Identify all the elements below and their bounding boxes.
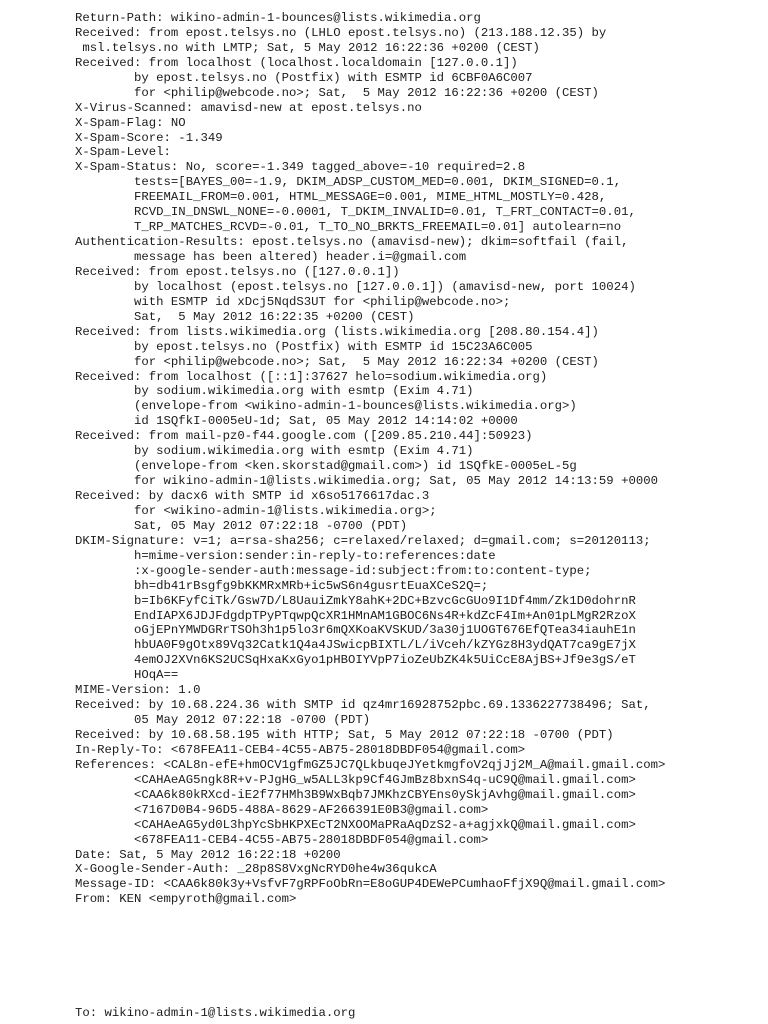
header-line: T_RP_MATCHES_RCVD=-0.01, T_TO_NO_BRKTS_FREEMAIL=0.01] autolearn=no <box>75 220 622 235</box>
header-line: Received: from localhost ([::1]:37627 helo=sodium.wikimedia.org) <box>75 369 548 384</box>
header-line: MIME-Version: 1.0 <box>75 683 201 698</box>
header-line: by sodium.wikimedia.org with esmtp (Exim 4.71) <box>75 444 474 459</box>
to-header-line: To: wikino-admin-1@lists.wikimedia.org <box>75 1006 356 1020</box>
header-line: Message-ID: <CAA6k80k3y+VsfvF7gRPFoObRn=E8oGUP4DEWePCumhaoFfjX9Q@mail.gmail.com> <box>75 877 666 892</box>
header-line: b=Ib6KFyfCiTk/Gsw7D/L8UauiZmkY8ahK+2DC+BzvcGcGUo9I1Df4mm/Zk1D0dohrnR <box>75 593 636 608</box>
header-line: RCVD_IN_DNSWL_NONE=-0.0001, T_DKIM_INVALID=0.01, T_FRT_CONTACT=0.01, <box>75 205 636 220</box>
header-line: hbUA0F9gOtx89Vq32Catk1Q4a4JSwicpBIXTL/L/iVceh/kZYGz8H3ydQAT7ca9gE7jX <box>75 638 636 653</box>
header-line: Received: from localhost (localhost.localdomain [127.0.0.1]) <box>75 55 518 70</box>
header-line: Received: by 10.68.224.36 with SMTP id qz4mr16928752pbc.69.1336227738496; Sat, <box>75 698 651 713</box>
header-line: <CAHAeAG5ngk8R+v-PJgHG_w5ALL3kp9Cf4GJmBz8bxnS4q-uC9Q@mail.gmail.com> <box>75 772 636 787</box>
header-line: <678FEA11-CEB4-4C55-AB75-28018DBDF054@gmail.com> <box>75 832 489 847</box>
header-line: Return-Path: wikino-admin-1-bounces@lists.wikimedia.org <box>75 11 481 25</box>
header-line: X-Virus-Scanned: amavisd-new at epost.telsys.no <box>75 100 422 115</box>
header-line: (envelope-from <wikino-admin-1-bounces@lists.wikimedia.org>) <box>75 399 577 414</box>
header-line: <7167D0B4-96D5-488A-8629-AF266391E0B3@gmail.com> <box>75 802 489 817</box>
header-line: HOqA== <box>75 668 179 683</box>
header-line: DKIM-Signature: v=1; a=rsa-sha256; c=relaxed/relaxed; d=gmail.com; s=20120113; <box>75 533 651 548</box>
header-line: X-Spam-Flag: NO <box>75 115 186 130</box>
header-line: Received: from epost.telsys.no ([127.0.0.1]) <box>75 264 400 279</box>
header-line: oGjEPnYMWDGRrTSOh3h1p5lo3r6mQXKoaKVSKUD/3a30j1UOGT676EfQTea34iauhE1n <box>75 623 636 638</box>
header-line: by localhost (epost.telsys.no [127.0.0.1]) (amavisd-new, port 10024) <box>75 279 636 294</box>
header-line: Received: by dacx6 with SMTP id x6so5176617dac.3 <box>75 489 430 503</box>
header-line: X-Spam-Level: <box>75 145 171 160</box>
header-line: Received: by 10.68.58.195 with HTTP; Sat, 5 May 2012 07:22:18 -0700 (PDT) <box>75 728 614 742</box>
header-line: for <philip@webcode.no>; Sat, 5 May 2012 16:22:34 +0200 (CEST) <box>75 354 599 369</box>
header-line: X-Spam-Score: -1.349 <box>75 130 223 145</box>
header-line: msl.telsys.no with LMTP; Sat, 5 May 2012 16:22:36 +0200 (CEST) <box>75 40 540 55</box>
header-line: 05 May 2012 07:22:18 -0700 (PDT) <box>75 713 371 728</box>
header-line: Sat, 05 May 2012 07:22:18 -0700 (PDT) <box>75 518 408 533</box>
header-line: X-Google-Sender-Auth: _28p8S8VxgNcRYD0he4w36qukcA <box>75 862 437 877</box>
header-line: Received: from epost.telsys.no (LHLO epost.telsys.no) (213.188.12.35) by <box>75 25 607 40</box>
header-line: Authentication-Results: epost.telsys.no (amavisd-new); dkim=softfail (fail, <box>75 235 629 250</box>
header-line: id 1SQfkI-0005eU-1d; Sat, 05 May 2012 14:14:02 +0000 <box>75 414 518 429</box>
header-line: for <philip@webcode.no>; Sat, 5 May 2012 16:22:36 +0200 (CEST) <box>75 85 599 100</box>
header-line: by sodium.wikimedia.org with esmtp (Exim 4.71) <box>75 384 474 399</box>
header-line: by epost.telsys.no (Postfix) with ESMTP id 6CBF0A6C007 <box>75 70 533 85</box>
header-line: tests=[BAYES_00=-1.9, DKIM_ADSP_CUSTOM_MED=0.001, DKIM_SIGNED=0.1, <box>75 175 622 190</box>
header-line: Received: from mail-pz0-f44.google.com ([209.85.210.44]:50923) <box>75 429 533 444</box>
header-line: EndIAPX6JDJFdgdpTPyPTqwpQcXR1HMnAM1GBOC6Ns4R+kdZcF4Im+An01pLMgR2RzoX <box>75 608 636 623</box>
header-line: with ESMTP id xDcj5NqdS3UT for <philip@webcode.no>; <box>75 294 511 309</box>
header-line: References: <CAL8n-efE+hmOCV1gfmGZ5JC7QLkbuqeJYetkmgfoV2qjJj2M_A@mail.gmail.com> <box>75 757 666 772</box>
header-line: X-Spam-Status: No, score=-1.349 tagged_above=-10 required=2.8 <box>75 160 526 175</box>
header-line: 4emOJ2XVn6KS2UCSqHxaKxGyo1pHBOIYVpP7ioZeUbZK4k5UiCcE8AjBS+Jf9e3gS/eT <box>75 653 636 668</box>
header-line: Sat, 5 May 2012 16:22:35 +0200 (CEST) <box>75 309 415 324</box>
header-line: FREEMAIL_FROM=0.001, HTML_MESSAGE=0.001, MIME_HTML_MOSTLY=0.428, <box>75 190 607 205</box>
email-headers-block <box>75 11 765 907</box>
header-line: h=mime-version:sender:in-reply-to:references:date <box>75 548 496 563</box>
header-line: <CAA6k80kRXcd-iE2f77HMh3B9WxBqb7JMKhzCBYEns0ySkjAvhg@mail.gmail.com> <box>75 787 636 802</box>
header-line: by epost.telsys.no (Postfix) with ESMTP id 15C23A6C005 <box>75 339 533 354</box>
header-line: message has been altered) header.i=@gmail.com <box>75 250 467 264</box>
header-line: Received: from lists.wikimedia.org (lists.wikimedia.org [208.80.154.4]) <box>75 324 599 339</box>
header-line: From: KEN <empyroth@gmail.com> <box>75 892 297 907</box>
header-line: for wikino-admin-1@lists.wikimedia.org; Sat, 05 May 2012 14:13:59 +0000 <box>75 474 658 489</box>
header-line: <CAHAeAG5yd0L3hpYcSbHKPXEcT2NXOOMaPRaAqDzS2-a+agjxkQ@mail.gmail.com> <box>75 817 636 832</box>
header-line: In-Reply-To: <678FEA11-CEB4-4C55-AB75-28018DBDF054@gmail.com> <box>75 742 526 757</box>
header-line: Date: Sat, 5 May 2012 16:22:18 +0200 <box>75 847 341 862</box>
header-line: :x-google-sender-auth:message-id:subject:from:to:content-type; <box>75 563 592 578</box>
header-line: for <wikino-admin-1@lists.wikimedia.org>; <box>75 503 437 518</box>
header-line: bh=db41rBsgfg9bKKMRxMRb+ic5wS6n4gusrtEuaXCeS2Q=; <box>75 578 489 593</box>
header-line: (envelope-from <ken.skorstad@gmail.com>) id 1SQfkE-0005eL-5g <box>75 459 577 474</box>
